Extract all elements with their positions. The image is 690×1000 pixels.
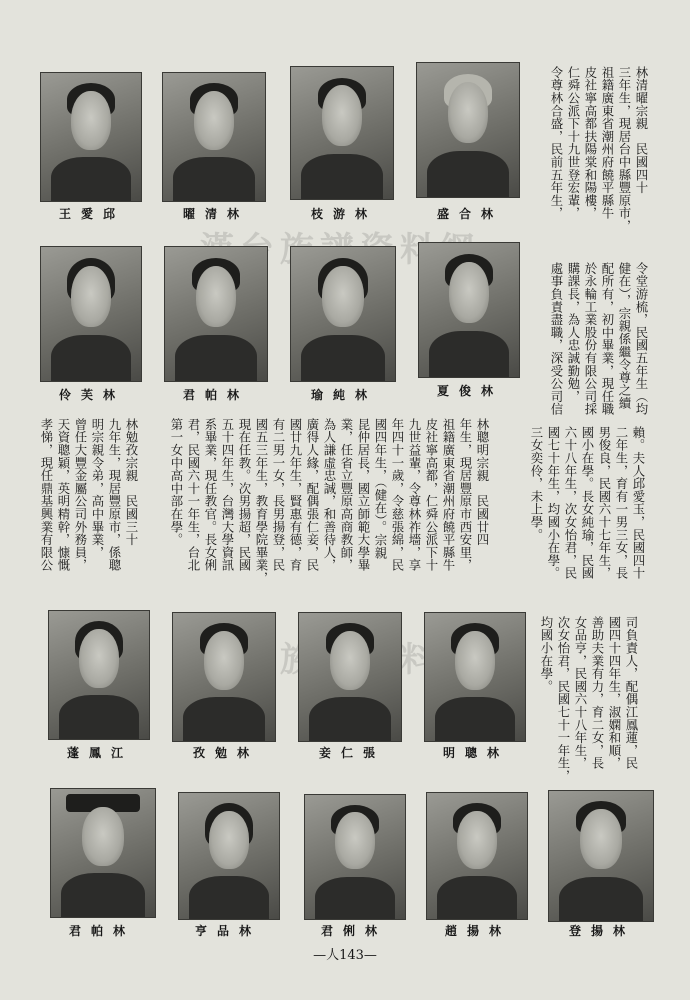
- portrait-photo: [162, 72, 266, 202]
- portrait-caption: 君帕林: [182, 388, 249, 402]
- portrait-caption: 枝游林: [310, 207, 377, 221]
- portrait-caption: 君俐林: [320, 924, 387, 938]
- portrait-photo: [426, 792, 528, 920]
- portrait-caption: 盛合林: [436, 207, 503, 221]
- portrait-caption: 曜清林: [182, 207, 249, 221]
- portrait-caption: 夏俊林: [436, 384, 503, 398]
- biography-text-row3-right: 司負責人，配偶江鳳蓮，民 國四十四年生，淑嫻和順， 善助夫業有力，育二女，長 女品亨，民國六十八年生， 次女怡君，民國七十一年生， 均國小在學。: [539, 616, 639, 783]
- portrait-caption: 君帕林: [68, 924, 135, 938]
- portrait-caption: 蓬鳳江: [66, 746, 133, 760]
- portrait-photo: [48, 610, 150, 740]
- portrait-photo: [290, 246, 396, 382]
- portrait-photo: [50, 788, 156, 918]
- portrait-caption: 伶芙林: [58, 388, 125, 402]
- biography-text-bottom-mid: 林聰明宗親 民國廿四 年生，現居豐原市西安里， 祖籍廣東省潮州府饒平縣牛 皮社寧高都，仁舜公派下十 九世益輩，令尊林祚墻，享 年四十一歲，令慈張綿，民 國四年生，（健在）。宗親 昆仲居長，國立師範大學畢 業，任省立豐原高商教師， 為人謙虛忠誠，和善待人， 廣得人緣，配偶張仁妾，民 國廿九年生，賢惠有德，育 有二男一女，長男揚登，民 國五三年生，教育學院畢業， 現在任教。次男揚超，民國 五十四年生，台灣大學資訊 系畢業，現任教官。長女俐 君，民國六十一年生，台北 第一女中高中部在學。: [169, 418, 490, 585]
- portrait-caption: 妾仁張: [318, 746, 385, 760]
- portrait-photo: [298, 612, 402, 742]
- portrait-photo: [424, 612, 526, 742]
- portrait-photo: [548, 790, 654, 922]
- portrait-caption: 亨品林: [194, 924, 261, 938]
- portrait-photo: [40, 246, 142, 382]
- page-number: —人143—: [313, 948, 377, 963]
- portrait-photo: [178, 792, 280, 920]
- portrait-caption: 瑜純林: [310, 388, 377, 402]
- portrait-caption: 明聰林: [442, 746, 509, 760]
- portrait-photo: [40, 72, 142, 202]
- portrait-caption: 王愛邱: [58, 207, 125, 221]
- biography-text-bottom-right: 賴。夫人邱愛玉，民國四十 二年生，育有一男三女，長 男俊良，民國六十七年生， 國小在學。長女純瑜，民國 六十八年生，次女怡君，民 國七十年生，均國小在學。 三女奕伶，未上學。: [529, 426, 646, 580]
- biography-text-top: 林清曜宗親 民國四十 三年生，現居台中縣豐原市， 祖籍廣東省潮州府饒平縣牛 皮社寧高都扶陽棠和陽樓， 仁舜公派下十九世登宏輩， 令尊林合盛，民前五年生，: [549, 66, 649, 233]
- portrait-photo: [290, 66, 394, 200]
- portrait-caption: 登揚林: [568, 924, 635, 938]
- biography-text-mid: 令堂游梳，民國五年生（均 健在），宗親係繼令尊之續 配所有，初中畢業，現任職 於永輪工業股份有限公司採 購課長，為人忠誠勤勉， 處事負責盡職，深受公司信: [549, 262, 649, 416]
- portrait-photo: [164, 246, 268, 382]
- biography-text-bottom-left: 林勉孜宗親 民國三十 九年生，現居豐原市，係聰 明宗親令弟，高中畢業， 曾任大豐金屬公司外務員， 天資聰穎，英明精幹，慷慨 孝悌，現任鼎基興業有限公: [39, 418, 139, 572]
- portrait-caption: 孜勉林: [192, 746, 259, 760]
- portrait-photo: [416, 62, 520, 198]
- portrait-photo: [418, 242, 520, 378]
- portrait-photo: [172, 612, 276, 742]
- portrait-caption: 趙揚林: [444, 924, 511, 938]
- portrait-photo: [304, 794, 406, 920]
